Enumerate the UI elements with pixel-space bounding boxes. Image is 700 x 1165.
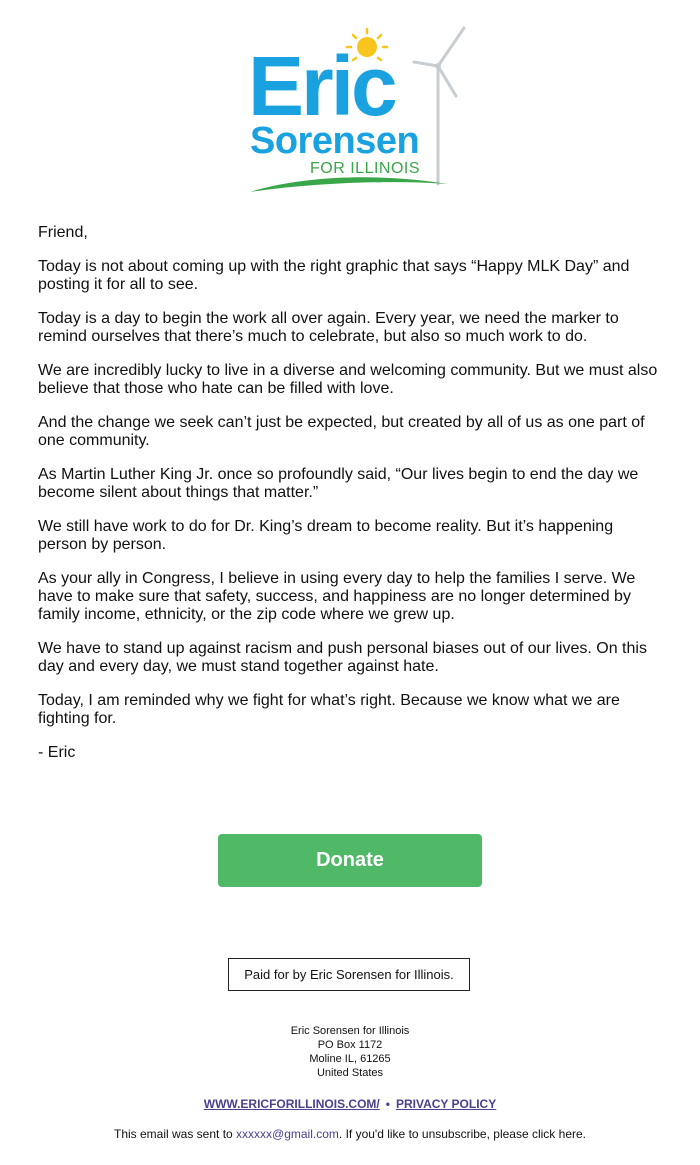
- body-paragraph: As Martin Luther King Jr. once so profoundly said, “Our lives begin to end the day we become silent about things that matter.”: [38, 466, 639, 501]
- paid-for-disclaimer: Paid for by Eric Sorensen for Illinois.: [228, 958, 470, 991]
- body-paragraph: Today is a day to begin the work all over again. Every year, we need the marker to remind ourselves that there’s much to celebrate, but also so much work to do.: [38, 310, 619, 345]
- body-paragraph: As your ally in Congress, I believe in using every day to help the families I serve. We have to make sure that safety, success, and happiness are no longer determined by family income, ethnicity, or the zip code where we grew up.: [38, 570, 636, 623]
- logo-name-last: Sorensen: [250, 120, 420, 162]
- logo-name-first: Eric: [248, 39, 395, 133]
- body-paragraph: And the change we seek can’t just be expected, but created by all of us as one part of one community.: [38, 414, 645, 449]
- recipient-email: xxxxxx@gmail.com: [236, 1127, 339, 1141]
- body-paragraph: We have to stand up against racism and push personal biases out of our lives. On this day and every day, we must stand together against hate.: [38, 640, 647, 675]
- body-paragraph: Today is not about coming up with the right graphic that says “Happy MLK Day” and posting it for all to see.: [38, 258, 630, 293]
- email-body: [38, 224, 662, 778]
- sent-to-prefix: This email was sent to: [113, 1127, 237, 1141]
- wind-turbine-icon: [414, 28, 464, 184]
- website-link[interactable]: WWW.ERICFORILLINOIS.COM/: [203, 1097, 380, 1111]
- address-line: PO Box 1172: [317, 1039, 383, 1051]
- privacy-policy-link[interactable]: PRIVACY POLICY: [395, 1097, 497, 1111]
- footer-links: [0, 1097, 700, 1111]
- body-paragraph: We still have work to do for Dr. King’s dream to become reality. But it’s happening person by person.: [38, 518, 614, 553]
- address-line: Eric Sorensen for Illinois: [290, 1025, 410, 1037]
- unsubscribe-note: [0, 1127, 700, 1141]
- green-swoosh: [250, 177, 448, 192]
- logo-tagline: FOR ILLINOIS: [310, 160, 421, 177]
- body-paragraph: Today, I am reminded why we fight for what’s right. Because we know what we are fighting for.: [38, 692, 620, 727]
- body-paragraph: We are incredibly lucky to live in a diverse and welcoming community. But we must also believe that those who hate can be filled with love.: [38, 362, 658, 397]
- mailing-address: [0, 1024, 700, 1080]
- address-line: Moline IL, 61265: [309, 1053, 391, 1065]
- link-separator: •: [385, 1097, 390, 1111]
- donate-button[interactable]: Donate: [218, 834, 482, 887]
- greeting: Friend,: [38, 224, 88, 241]
- campaign-logo: [248, 24, 470, 200]
- address-line: United States: [316, 1067, 384, 1079]
- signature: - Eric: [38, 744, 76, 761]
- unsubscribe-text[interactable]: . If you'd like to unsubscribe, please click here.: [338, 1127, 586, 1141]
